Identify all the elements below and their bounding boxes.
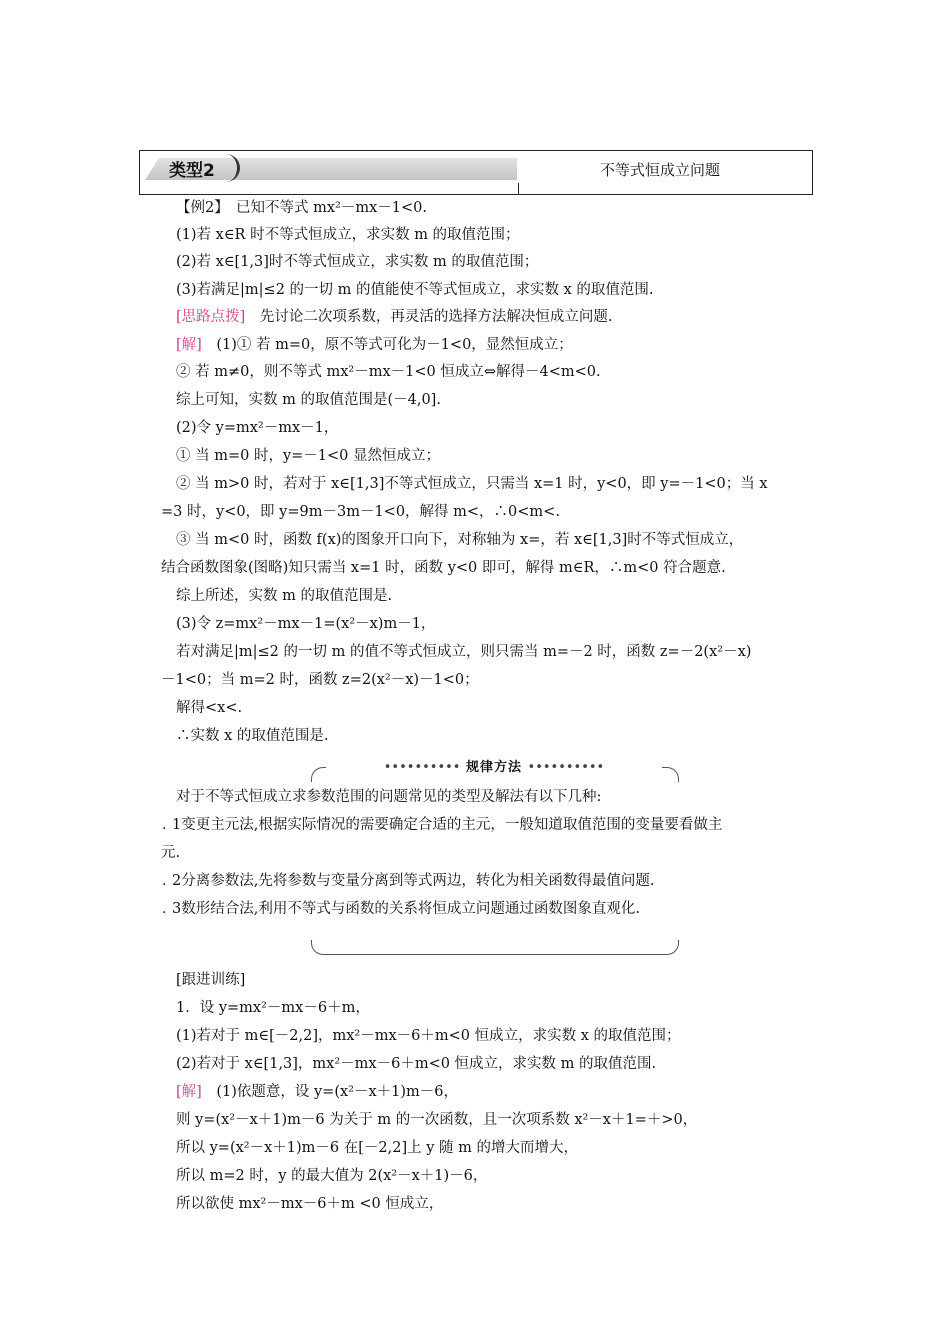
tab-arc-decoration <box>213 154 240 182</box>
example-line: 【例2】 已知不等式 mx²－mx－1<0. <box>176 200 427 216</box>
section-title: 不等式恒成立问题 <box>600 161 721 179</box>
method-item <box>172 871 654 891</box>
practice-solution-line: 所以欲使 mx²－mx－6＋m <0 恒成立， <box>176 1196 444 1212</box>
hint-paragraph <box>176 307 612 327</box>
method-frame-bottom <box>311 940 679 955</box>
solution-line: ① 当 m=0 时，y=－1<0 显然恒成立； <box>176 448 441 464</box>
method-item-dot: . <box>162 817 167 833</box>
method-item-text: 分离参数法,先将参数与变量分离到等式两边，转化为相关函数得最值问题. <box>181 873 655 889</box>
solution-line: ② 当 m>0 时，若对于 x∈[1,3]不等式恒成立，只需当 x=1 时，y<0，即 y=－1<0；当 x <box>176 476 768 492</box>
method-item-text: 变更主元法,根据实际情况的需要确定合适的主元，一般知道取值范围的变量要看做主 <box>181 817 723 833</box>
solution-line: ∴实数 x 的取值范围是. <box>176 728 329 744</box>
practice-line: (2)若对于 x∈[1,3]，mx²－mx－6＋m<0 恒成立，求实数 m 的取值范围. <box>176 1056 657 1072</box>
practice-solution-line: 所以 y=(x²－x＋1)m－6 在[－2,2]上 y 随 m 的增大而增大， <box>176 1140 578 1156</box>
solution-line: =3 时，y<0，即 y=9m－3m－1<0，解得 m<，∴0<m<. <box>161 504 560 520</box>
example-line: (2)若 x∈[1,3]时不等式恒成立，求实数 m 的取值范围； <box>176 254 539 270</box>
solution-line: ③ 当 m<0 时，函数 f(x)的图象开口向下，对称轴为 x=，若 x∈[1,3]时不等式恒成立， <box>176 532 744 548</box>
solution-line: 解得<x<. <box>176 700 243 716</box>
method-item <box>172 899 640 919</box>
method-title: 规律方法 <box>465 760 522 775</box>
solution-line: (2)令 y=mx²－mx－1， <box>176 420 339 436</box>
solution-line: ② 若 m≠0，则不等式 mx²－mx－1<0 恒成立⇔解得－4<m<0. <box>176 364 601 380</box>
solution-label: [解] <box>176 337 202 353</box>
method-item-cont: 元. <box>161 845 181 861</box>
example-line: (3)若满足|m|≤2 的一切 m 的值能使不等式恒成立，求实数 x 的取值范围. <box>176 282 654 298</box>
practice-line: (1)若对于 m∈[－2,2]，mx²－mx－6＋m<0 恒成立，求实数 x 的取值范围； <box>176 1028 681 1044</box>
method-dots-left: •••••••••• <box>383 760 461 775</box>
practice-solution-label: [解] <box>176 1084 202 1100</box>
solution-line: 综上可知，实数 m 的取值范围是(－4,0]. <box>176 392 441 408</box>
method-item-number: 2 <box>172 873 182 889</box>
tab-corner-cut <box>145 158 159 180</box>
hint-label: [思路点拨] <box>176 309 246 325</box>
method-item-number: 1 <box>172 817 182 833</box>
solution-line: －1<0；当 m=2 时，函数 z=2(x²－x)－1<0； <box>161 672 479 688</box>
practice-solution-first <box>176 1082 458 1102</box>
section-header <box>139 150 813 195</box>
solution-text: (1)① 若 m=0，原不等式可化为－1<0，显然恒成立； <box>201 337 573 353</box>
example-line: (1)若 x∈R 时不等式恒成立，求实数 m 的取值范围； <box>176 227 520 243</box>
practice-solution-text: (1)依题意，设 y=(x²－x＋1)m－6， <box>201 1084 458 1100</box>
practice-line: 1．设 y=mx²－mx－6＋m， <box>176 1000 370 1016</box>
method-title-bar <box>326 756 662 775</box>
method-item-text: 数形结合法,利用不等式与函数的关系将恒成立问题通过函数图象直观化. <box>181 901 640 917</box>
solution-line: (3)令 z=mx²－mx－1=(x²－x)m－1， <box>176 616 436 632</box>
method-item <box>172 815 722 835</box>
method-item-number: 3 <box>172 901 182 917</box>
solution-line: 综上所述，实数 m 的取值范围是. <box>176 588 393 604</box>
method-dots-right: •••••••••• <box>527 760 605 775</box>
solution-line: 结合函数图象(图略)知只需当 x=1 时，函数 y<0 即可，解得 m∈R，∴m<0 符合题意. <box>161 560 726 576</box>
method-item-dot: . <box>162 873 167 889</box>
method-item-dot: . <box>162 901 167 917</box>
hint-text: 先讨论二次项系数，再灵活的选择方法解决恒成立问题. <box>245 309 613 325</box>
practice-solution-line: 所以 m=2 时，y 的最大值为 2(x²－x＋1)－6， <box>176 1168 488 1184</box>
practice-solution-line: 则 y=(x²－x＋1)m－6 为关于 m 的一次函数，且一次项系数 x²－x＋1=＋>0， <box>176 1112 698 1128</box>
solution-line: 若对满足|m|≤2 的一切 m 的值不等式恒成立，则只需当 m=－2 时，函数 z=－2(x²－x) <box>176 644 752 660</box>
method-intro: 对于不等式恒成立求参数范围的问题常见的类型及解法有以下几种: <box>176 789 602 805</box>
type-tab <box>145 158 517 180</box>
header-divider-tick <box>518 183 519 195</box>
solution-first-line <box>176 335 573 355</box>
type-label: 类型2 <box>169 161 215 181</box>
practice-label: [跟进训练] <box>176 972 246 988</box>
